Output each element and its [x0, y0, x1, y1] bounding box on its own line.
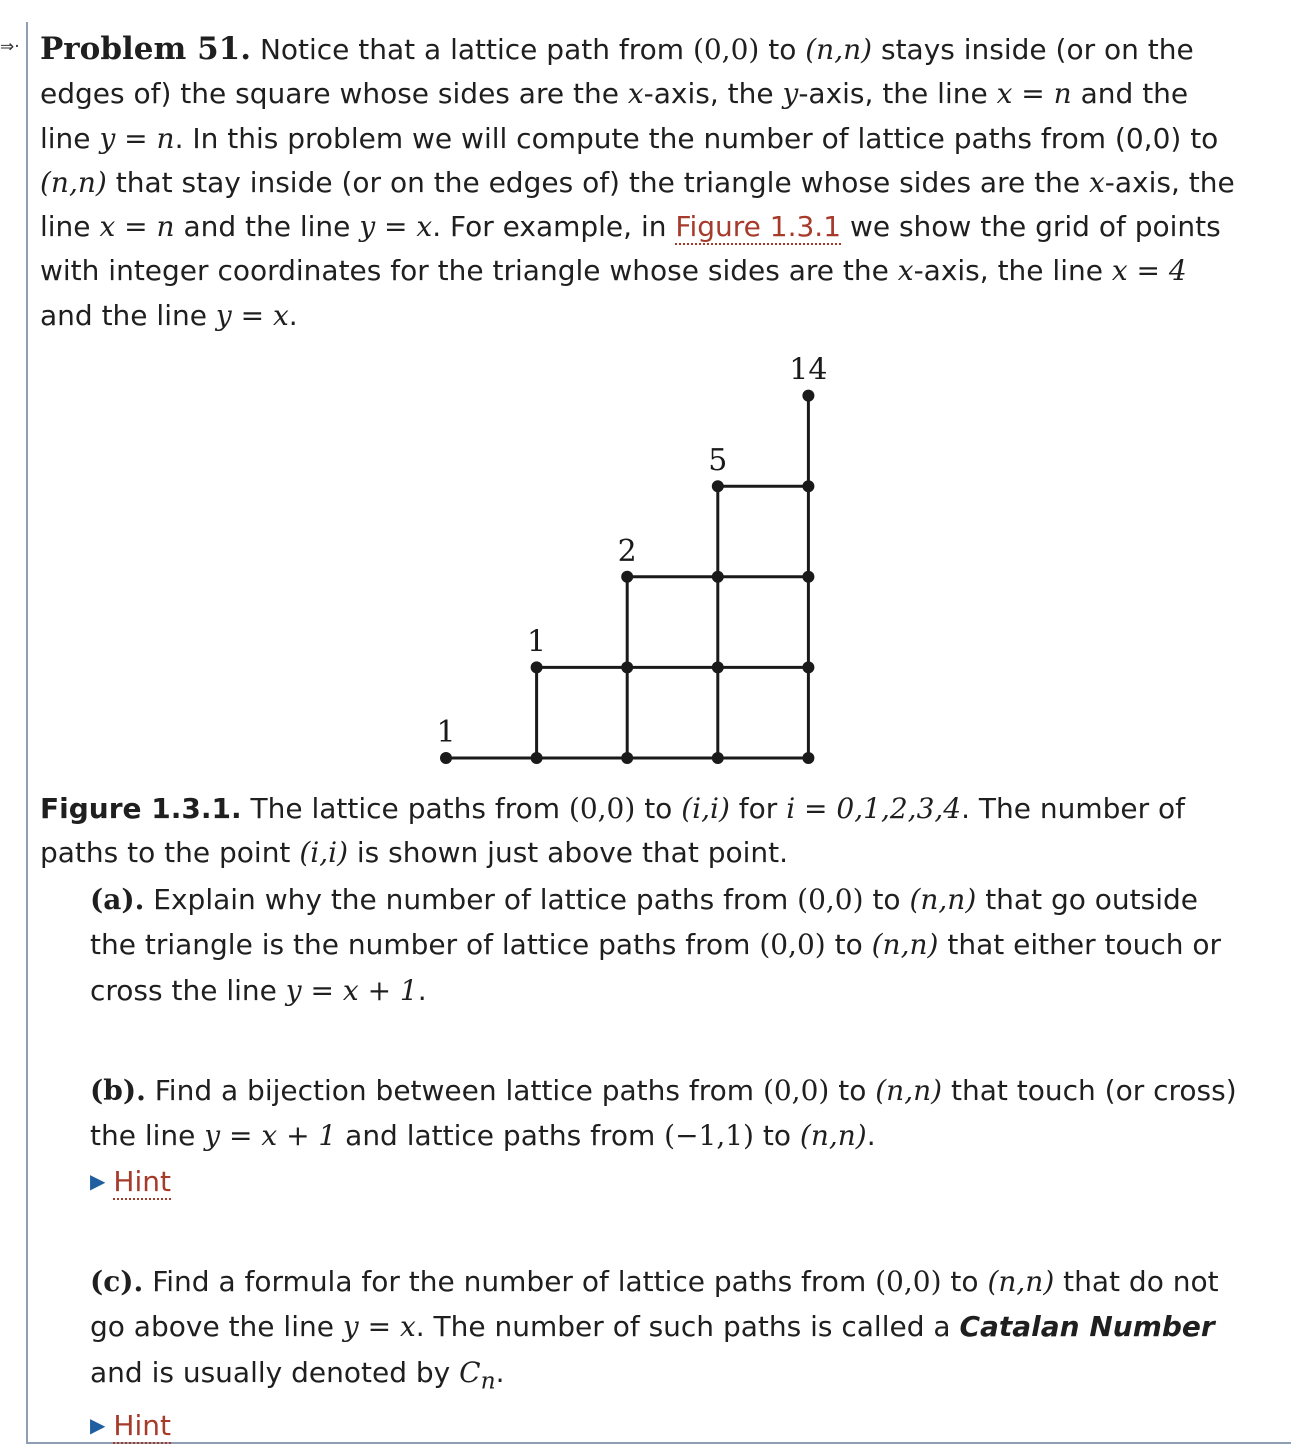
diagonal-point [802, 390, 814, 402]
diagonal-point [440, 752, 452, 764]
path-count-label: 14 [789, 352, 828, 388]
path-count-label: 1 [527, 624, 547, 660]
path-count-label: 1 [436, 715, 456, 750]
lattice-point [531, 752, 543, 764]
problem-statement: Problem 51. Notice that a lattice path from (0,0) to (n,n) stays inside (or on the edges of) the square whose sides are the x-axis, the y-axis, the line x = n and the line y = n. In this problem we will compute the number of lattice paths from (0,0) to (n,n) that stay inside (or on the edges of) the triangle whose sides are the x-axis, the line x = n and the line y = x. For example, in Figure 1.3.1 we show the grid of points with integer coordinates for the triangle whose sides are the x-axis, the line x = 4 and the line y = x. [40, 31, 1235, 332]
lattice-point [712, 752, 724, 764]
hint-toggle-c[interactable]: ▶ Hint [90, 1409, 171, 1443]
lattice-figure [0, 340, 1305, 780]
part-c-label: (c). [90, 1265, 144, 1298]
path-count-label: 5 [708, 443, 728, 479]
problem-title: Problem 51. [40, 31, 252, 67]
diagonal-point [712, 480, 724, 492]
lattice-point [802, 752, 814, 764]
part-a-label: (a). [90, 883, 145, 916]
triangle-right-icon: ▶ [90, 1168, 106, 1193]
part-a: (a). Explain why the number of lattice paths from (0,0) to (n,n) that go outside the triangle is the number of lattice paths from (0,0) to (n,n) that either touch or cross the line y = x + 1. [90, 883, 1222, 1007]
path-count-label: 2 [617, 533, 637, 569]
lattice-point [621, 752, 633, 764]
lattice-point [712, 661, 724, 673]
lattice-point [621, 661, 633, 673]
diagonal-point [531, 661, 543, 673]
lattice-point [802, 480, 814, 492]
catalan-term: Catalan Number [959, 1310, 1215, 1344]
path-count-labels [436, 353, 827, 750]
part-c: (c). Find a formula for the number of lattice paths from (0,0) to (n,n) that do not go above the line y = x. The number of such paths is called a Catalan Number and is usually denoted by $C_n$. ▶ Hint [90, 1259, 1250, 1449]
triangle-right-icon: ▶ [90, 1413, 106, 1438]
double-arrow-icon[interactable]: ⇒· [0, 37, 20, 57]
figure-caption: Figure 1.3.1. The lattice paths from (0,0) to (i,i) for i = 0,1,2,3,4. The number of paths to the point (i,i) is shown just above that point. [40, 792, 1186, 870]
figure-caption-label: Figure 1.3.1. [40, 792, 242, 825]
lattice-point [712, 571, 724, 583]
part-b-label: (b). [90, 1074, 146, 1107]
diagonal-point [621, 571, 633, 583]
lattice-point [802, 571, 814, 583]
hint-toggle-b[interactable]: ▶ Hint [90, 1164, 171, 1198]
part-b: (b). Find a bijection between lattice paths from (0,0) to (n,n) that touch (or cross) the line y = x + 1 and lattice paths from (−1,1) to (n,n). ▶ Hint [90, 1068, 1250, 1204]
figure-link[interactable]: Figure 1.3.1 [675, 210, 842, 244]
lattice-point [802, 661, 814, 673]
